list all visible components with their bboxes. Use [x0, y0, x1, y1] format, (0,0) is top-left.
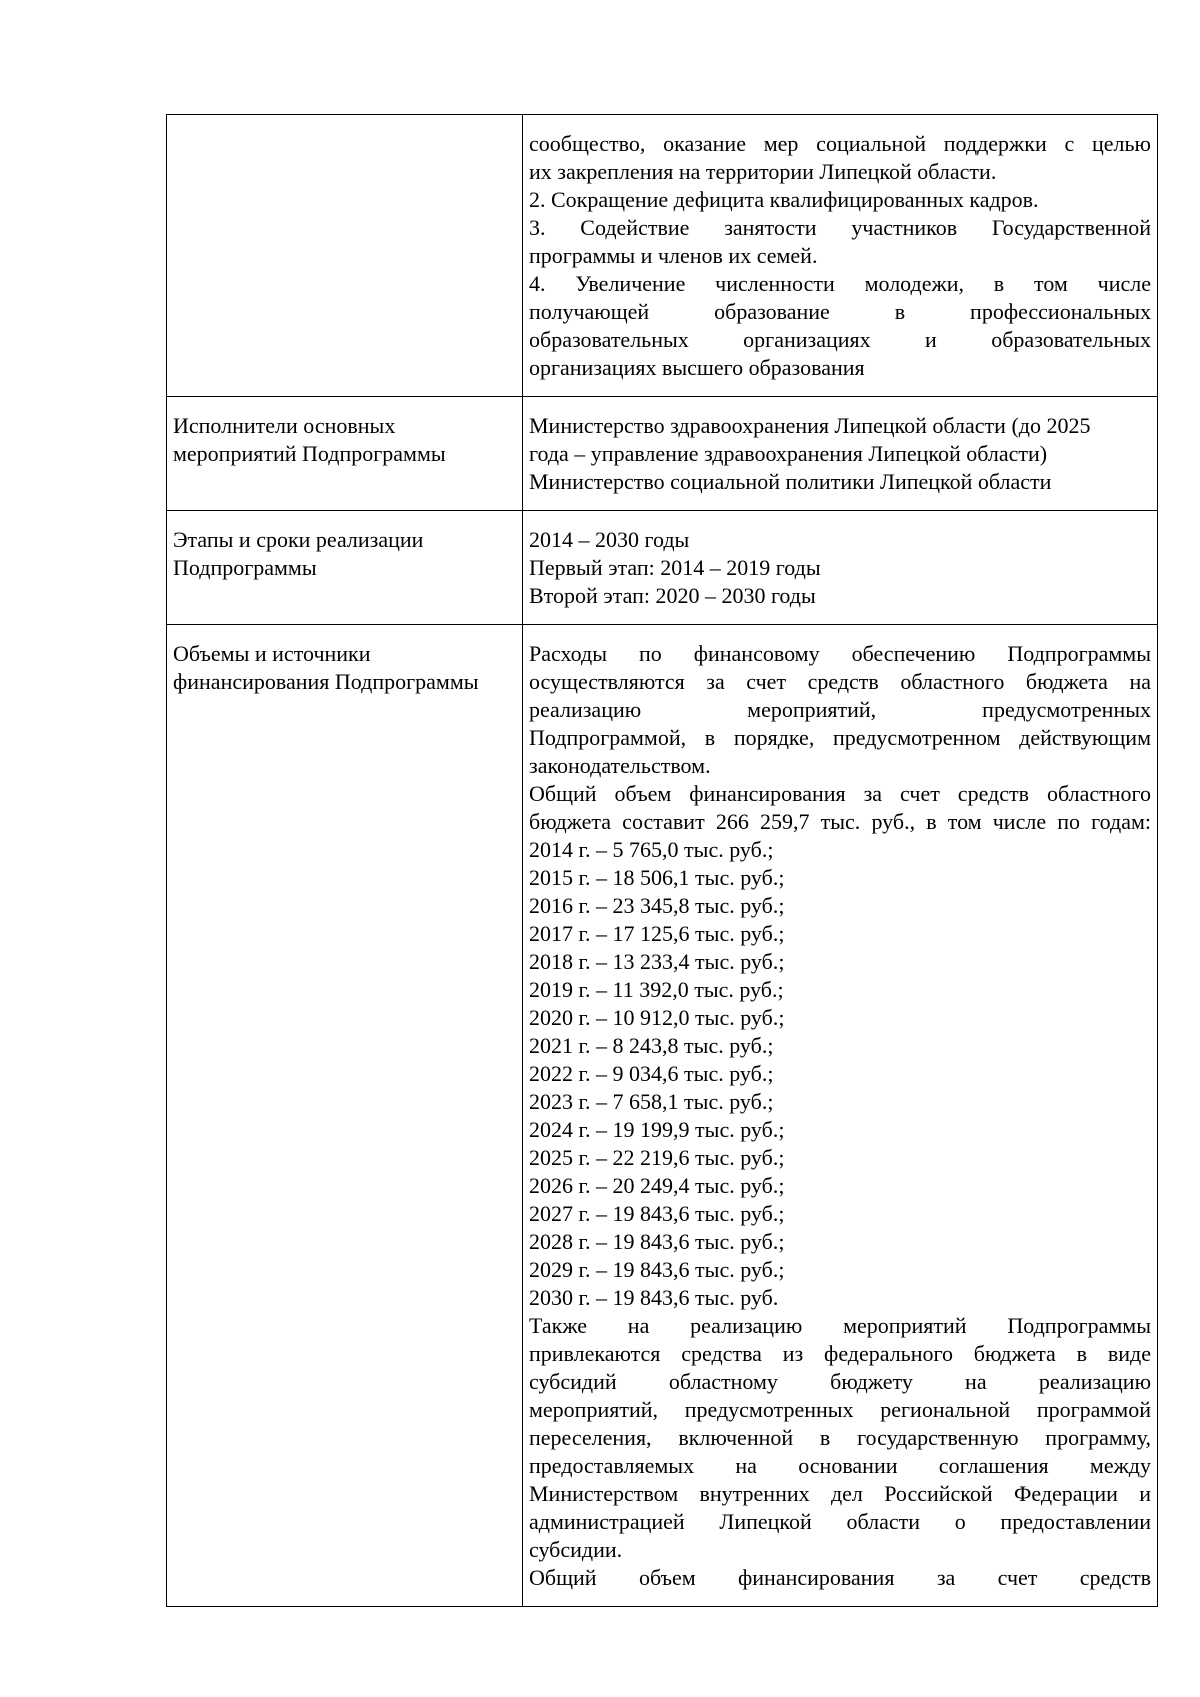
text-line: 4. Увеличение численности молодежи, в том числе [529, 271, 1151, 296]
row-label-funding: Объемы и источники финансирования Подпрограммы [167, 625, 523, 1607]
text-line: привлекаются средства из федерального бюджета в виде [529, 1341, 1151, 1366]
year-funding-line: 2018 г. – 13 233,4 тыс. руб.; [529, 949, 785, 974]
text-line: законодательством. [529, 753, 711, 778]
year-funding-line: 2024 г. – 19 199,9 тыс. руб.; [529, 1117, 785, 1142]
row-content-executors [523, 397, 1158, 511]
text-line: сообщество, оказание мер социальной поддержки с целью [529, 131, 1151, 156]
year-funding-line: 2027 г. – 19 843,6 тыс. руб.; [529, 1201, 785, 1226]
year-funding-line: 2023 г. – 7 658,1 тыс. руб.; [529, 1089, 774, 1114]
year-funding-line: 2029 г. – 19 843,6 тыс. руб.; [529, 1257, 785, 1282]
text-line: 2014 – 2030 годы [529, 527, 690, 552]
text-line: Также на реализацию мероприятий Подпрограммы [529, 1313, 1151, 1338]
year-funding-line: 2020 г. – 10 912,0 тыс. руб.; [529, 1005, 785, 1030]
subprogram-passport-table [166, 114, 1158, 1607]
year-funding-line: 2026 г. – 20 249,4 тыс. руб.; [529, 1173, 785, 1198]
year-funding-line: 2021 г. – 8 243,8 тыс. руб.; [529, 1033, 774, 1058]
text-line: переселения, включенной в государственную программу, [529, 1425, 1151, 1450]
year-funding-line: 2016 г. – 23 345,8 тыс. руб.; [529, 893, 785, 918]
row-label-stages: Этапы и сроки реализации Подпрограммы [167, 511, 523, 625]
text-line: Общий объем финансирования за счет средств областного [529, 781, 1151, 806]
table-row [167, 511, 1158, 625]
text-line: Министерством внутренних дел Российской Федерации и [529, 1481, 1151, 1506]
text-line: мероприятий, предусмотренных региональной программой [529, 1397, 1151, 1422]
year-funding-line: 2014 г. – 5 765,0 тыс. руб.; [529, 837, 774, 862]
year-funding-line: 2030 г. – 19 843,6 тыс. руб. [529, 1285, 779, 1310]
year-funding-line: 2022 г. – 9 034,6 тыс. руб.; [529, 1061, 774, 1086]
text-line: их закрепления на территории Липецкой области. [529, 159, 997, 184]
text-line: субсидии. [529, 1537, 623, 1562]
row-label-executors: Исполнители основных мероприятий Подпрограммы [167, 397, 523, 511]
text-line: Общий объем финансирования за счет средств [529, 1565, 1151, 1590]
year-funding-line: 2017 г. – 17 125,6 тыс. руб.; [529, 921, 785, 946]
text-line: Второй этап: 2020 – 2030 годы [529, 583, 816, 608]
text-line: получающей образование в профессиональных [529, 299, 1151, 324]
year-funding-line: 2015 г. – 18 506,1 тыс. руб.; [529, 865, 785, 890]
text-line: года – управление здравоохранения Липецкой области) [529, 441, 1048, 466]
row-content-goals [523, 115, 1158, 397]
text-line: Расходы по финансовому обеспечению Подпрограммы [529, 641, 1151, 666]
text-line: администрацией Липецкой области о предоставлении [529, 1509, 1151, 1534]
row-content-stages [523, 511, 1158, 625]
text-line: Министерство социальной политики Липецкой области [529, 469, 1052, 494]
text-line: 3. Содействие занятости участников Государственной [529, 215, 1151, 240]
table-row [167, 397, 1158, 511]
text-line: организациях высшего образования [529, 355, 865, 380]
text-line: 2. Сокращение дефицита квалифицированных кадров. [529, 187, 1039, 212]
text-line: образовательных организациях и образовательных [529, 327, 1151, 352]
text-line: субсидий областному бюджету на реализацию [529, 1369, 1151, 1394]
text-line: реализацию мероприятий, предусмотренных [529, 697, 1151, 722]
table-row [167, 115, 1158, 397]
year-funding-line: 2019 г. – 11 392,0 тыс. руб.; [529, 977, 784, 1002]
row-content-funding [523, 625, 1158, 1607]
year-funding-line: 2028 г. – 19 843,6 тыс. руб.; [529, 1229, 785, 1254]
text-line: Первый этап: 2014 – 2019 годы [529, 555, 821, 580]
text-line: осуществляются за счет средств областного бюджета на [529, 669, 1151, 694]
row-label-empty [167, 115, 523, 397]
text-line: программы и членов их семей. [529, 243, 818, 268]
text-line: Подпрограммой, в порядке, предусмотренном действующим [529, 725, 1151, 750]
text-line: предоставляемых на основании соглашения между [529, 1453, 1151, 1478]
table-row [167, 625, 1158, 1607]
text-line: Министерство здравоохранения Липецкой области (до 2025 [529, 413, 1091, 438]
year-funding-line: 2025 г. – 22 219,6 тыс. руб.; [529, 1145, 785, 1170]
text-line: бюджета составит 266 259,7 тыс. руб., в том числе по годам: [529, 809, 1151, 834]
